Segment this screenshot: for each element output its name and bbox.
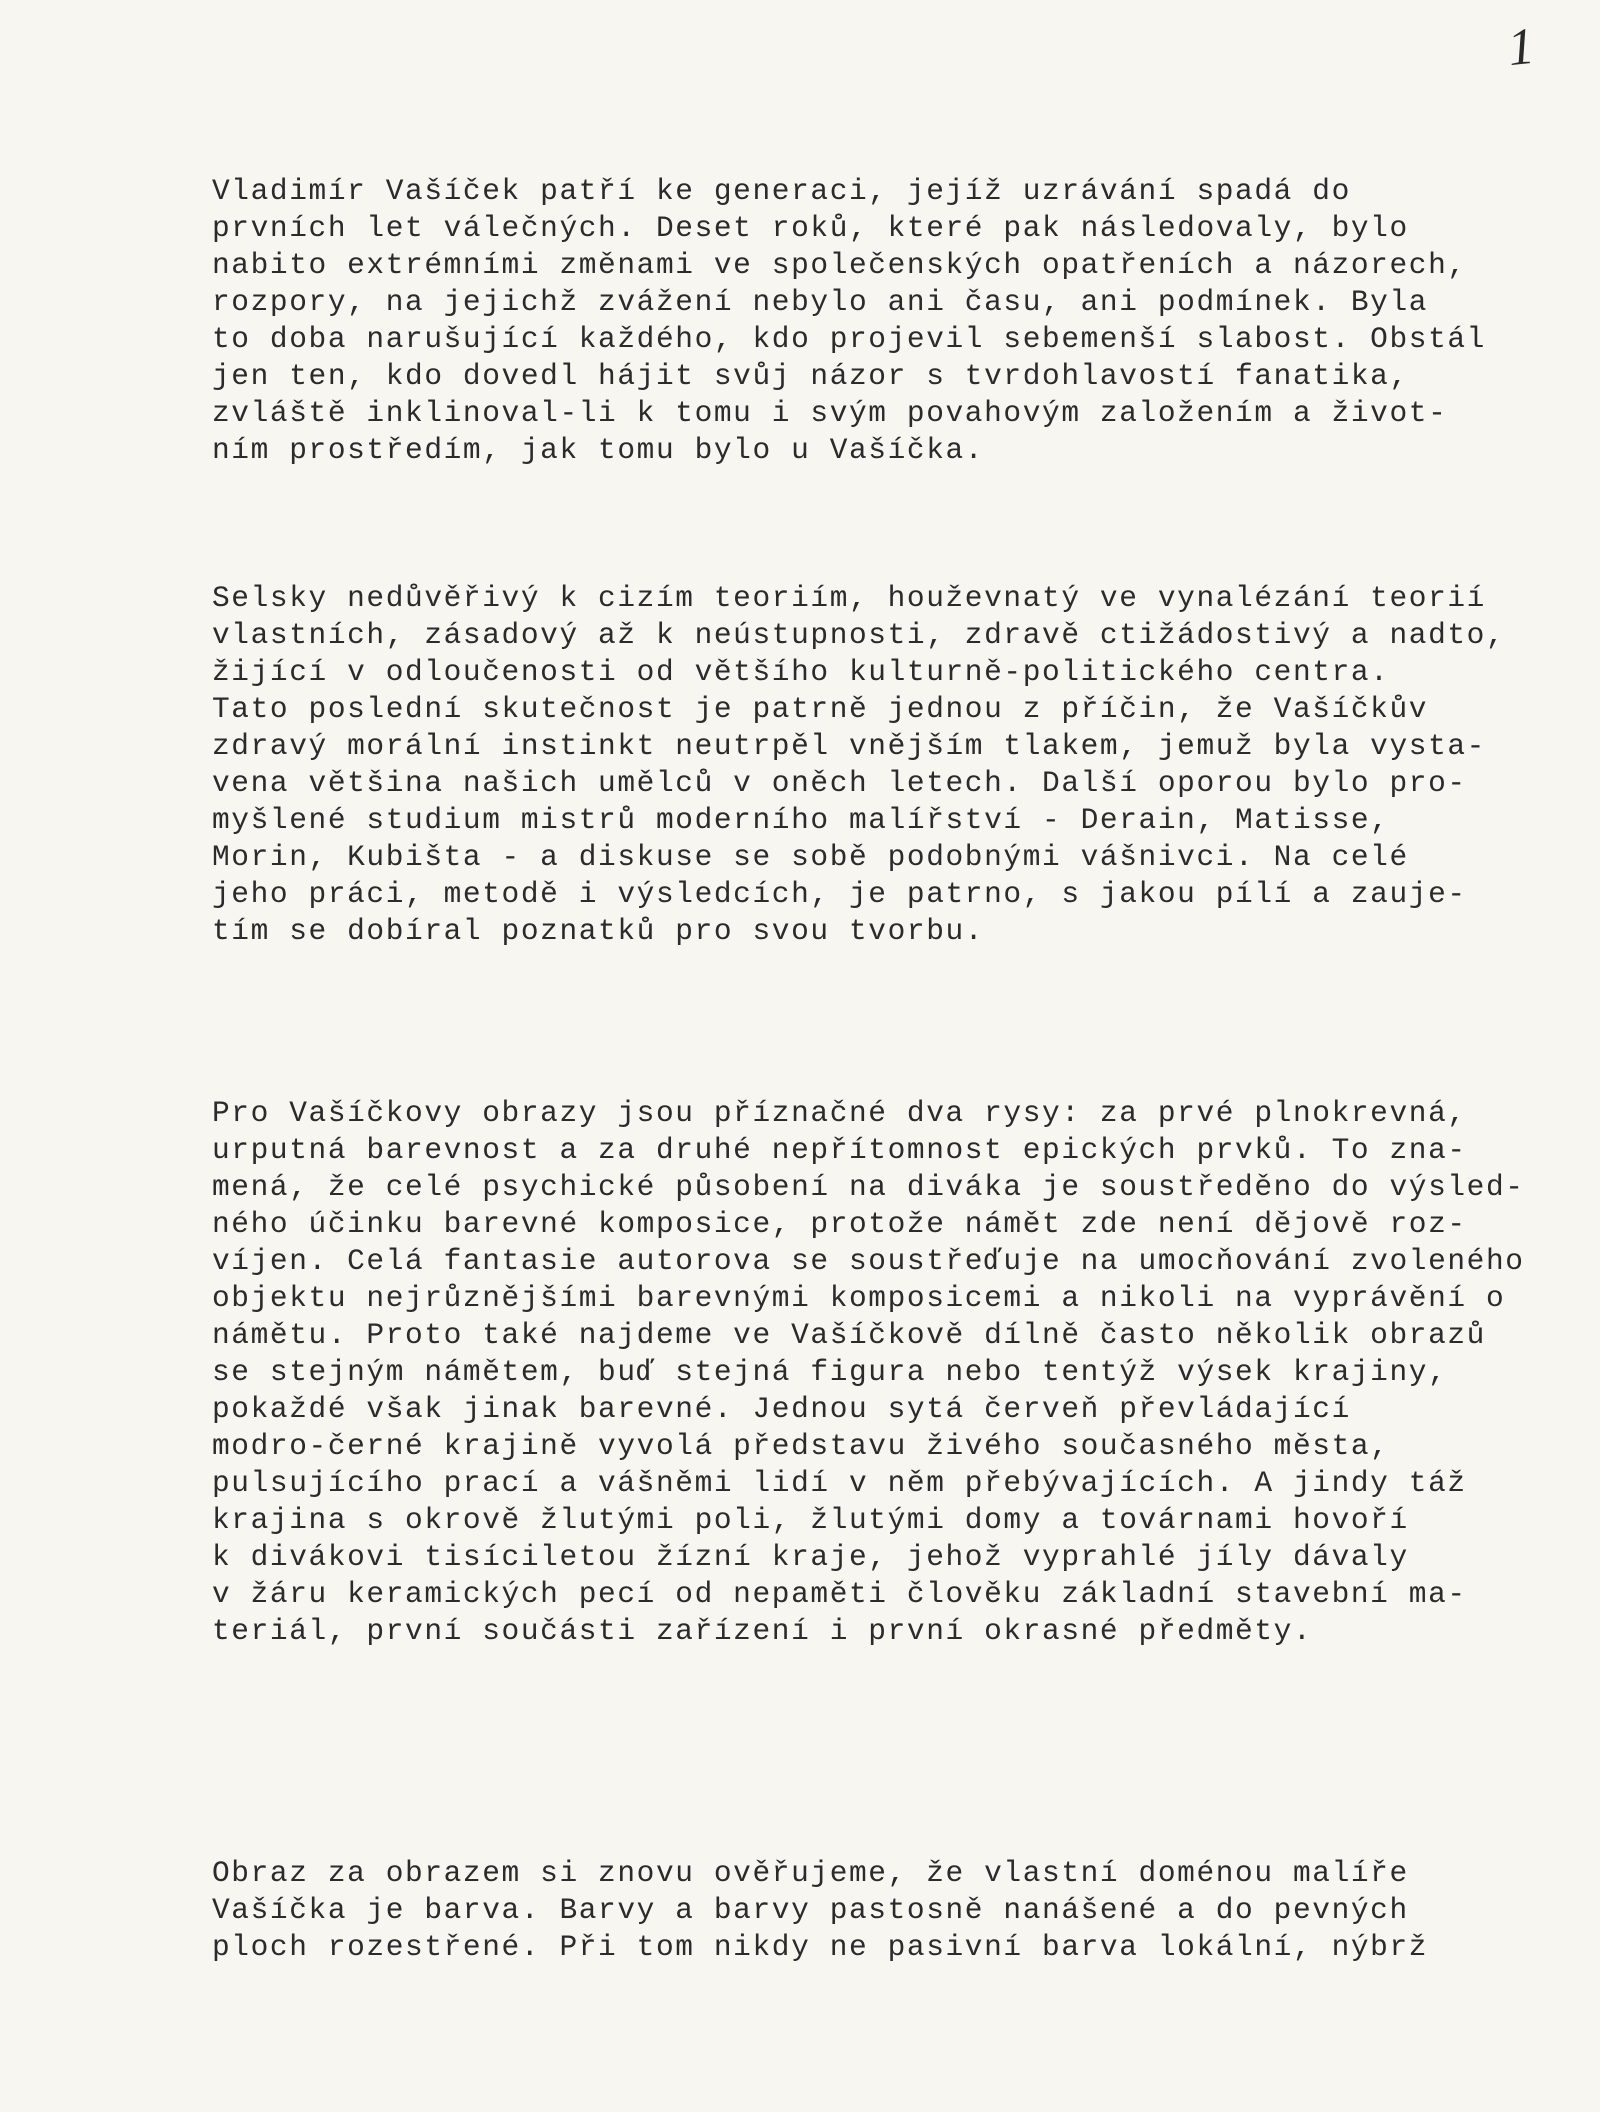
text-line: ného účinku barevné komposice, protože námět zde není dějově roz- [212,1207,1467,1241]
text-line: rozpory, na jejichž zvážení nebylo ani času, ani podmínek. Byla [212,285,1429,319]
text-line: Vašíčka je barva. Barvy a barvy pastosně nanášené a do pevných [212,1893,1409,1927]
text-line: vena většina našich umělců v oněch letech. Další oporou bylo pro- [212,766,1467,800]
text-line: teriál, první součásti zařízení i první okrasné předměty. [212,1614,1313,1648]
paragraph-3 [212,1096,1572,1651]
text-line: víjen. Celá fantasie autorova se soustřeďuje na umocňování zvoleného [212,1244,1525,1278]
paragraph-2 [212,581,1572,951]
text-line: vlastních, zásadový až k neústupnosti, zdravě ctižádostivý a nadto, [212,618,1506,652]
paragraph-4 [212,1856,1572,1967]
text-line: jeho práci, metodě i výsledcích, je patrno, s jakou pílí a zauje- [212,877,1467,911]
text-line: to doba narušující každého, kdo projevil sebemenší slabost. Obstál [212,322,1486,356]
text-line: myšlené studium mistrů moderního malířství - Derain, Matisse, [212,803,1390,837]
text-line: modro-černé krajině vyvolá představu živého současného města, [212,1429,1390,1463]
text-line: Pro Vašíčkovy obrazy jsou příznačné dva rysy: za prvé plnokrevná, [212,1096,1467,1130]
text-line: jen ten, kdo dovedl hájit svůj názor s tvrdohlavostí fanatika, [212,359,1409,393]
page-number: 1 [1505,17,1537,78]
text-line: objektu nejrůznějšími barevnými komposicemi a nikoli na vyprávění o [212,1281,1506,1315]
text-line: Vladimír Vašíček patří ke generaci, jejíž uzrávání spadá do [212,174,1351,208]
text-line: ním prostředím, jak tomu bylo u Vašíčka. [212,433,985,467]
text-line: Morin, Kubišta - a diskuse se sobě podobnými vášnivci. Na celé [212,840,1409,874]
text-line: se stejným námětem, buď stejná figura nebo tentýž výsek krajiny, [212,1355,1448,1389]
text-line: ploch rozestřené. Při tom nikdy ne pasivní barva lokální, nýbrž [212,1930,1429,1964]
text-line: prvních let válečných. Deset roků, které pak následovaly, bylo [212,211,1409,245]
text-line: zdravý morální instinkt neutrpěl vnějším tlakem, jemuž byla vysta- [212,729,1486,763]
text-line: mená, že celé psychické působení na diváka je soustředěno do výsled- [212,1170,1525,1204]
text-line: Obraz za obrazem si znovu ověřujeme, že vlastní doménou malíře [212,1856,1409,1890]
text-line: zvláště inklinoval-li k tomu i svým povahovým založením a život- [212,396,1448,430]
text-line: nabito extrémními změnami ve společenských opatřeních a názorech, [212,248,1467,282]
text-line: krajina s okrově žlutými poli, žlutými domy a továrnami hovoří [212,1503,1409,1537]
text-line: žijící v odloučenosti od většího kulturně-politického centra. [212,655,1390,689]
text-line: v žáru keramických pecí od nepaměti člověku základní stavební ma- [212,1577,1467,1611]
paragraph-1 [212,174,1572,470]
text-line: tím se dobíral poznatků pro svou tvorbu. [212,914,985,948]
text-line: urputná barevnost a za druhé nepřítomnost epických prvků. To zna- [212,1133,1467,1167]
text-line: pokaždé však jinak barevné. Jednou sytá červeň převládající [212,1392,1351,1426]
text-line: k divákovi tisíciletou žízní kraje, jehož vyprahlé jíly dávaly [212,1540,1409,1574]
text-line: námětu. Proto také najdeme ve Vašíčkově dílně často několik obrazů [212,1318,1486,1352]
text-line: Tato poslední skutečnost je patrně jednou z příčin, že Vašíčkův [212,692,1429,726]
text-line: pulsujícího prací a vášněmi lidí v něm přebývajících. A jindy táž [212,1466,1467,1500]
text-line: Selsky nedůvěřivý k cizím teoriím, houževnatý ve vynalézání teorií [212,581,1486,615]
